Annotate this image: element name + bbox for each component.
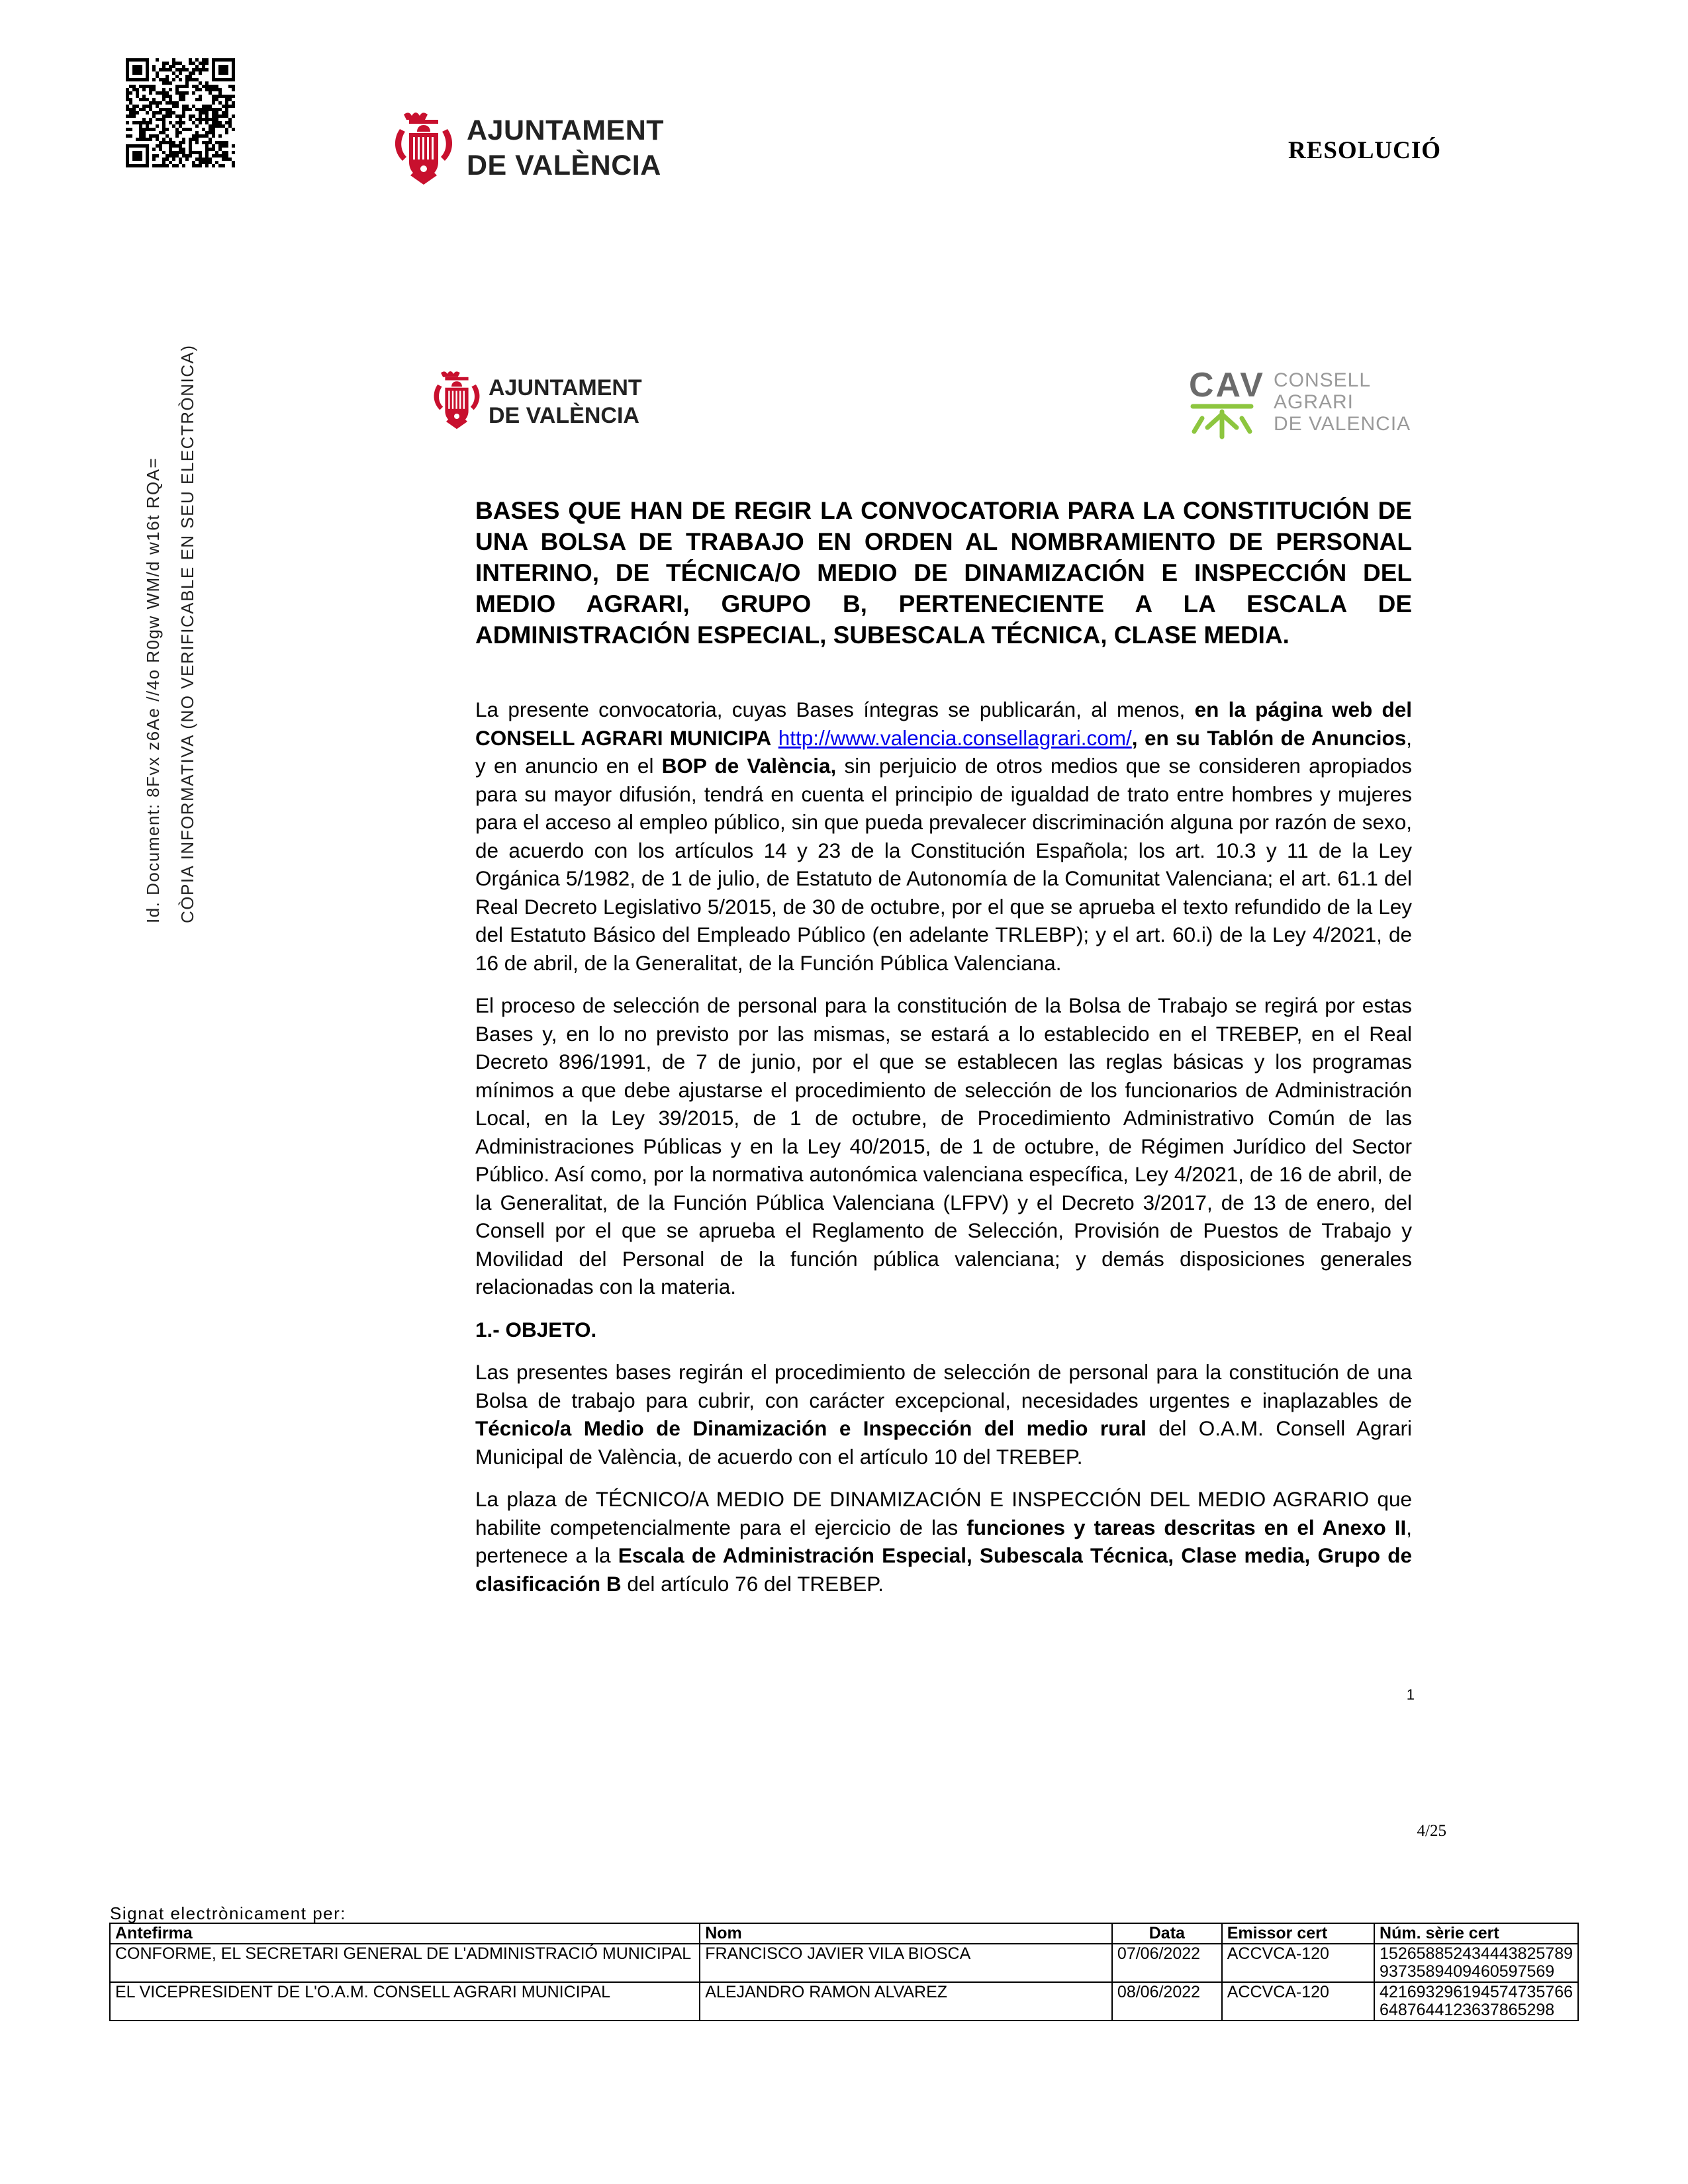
header-serie: Núm. sèrie cert (1374, 1923, 1578, 1944)
table-row (110, 1944, 1578, 1982)
cell-data: 08/06/2022 (1112, 1982, 1222, 2021)
consell-agrari-link[interactable]: http://www.valencia.consellagrari.com/ (778, 725, 1132, 750)
header-antefirma: Antefirma (110, 1923, 700, 1944)
table-row (110, 1982, 1578, 2021)
cell-serie: 421693296194574735766 6487644123637865298 (1374, 1982, 1578, 2021)
header-emissor: Emissor cert (1222, 1923, 1374, 1944)
cav-sprout-icon (1189, 401, 1255, 441)
document-type: RESOLUCIÓ (1288, 137, 1441, 164)
valencia-coat-of-arms-icon (391, 109, 457, 189)
ajuntament-logo-header (391, 109, 669, 189)
document-body (475, 495, 1412, 1612)
paragraph-plaza: La plaza de TÉCNICO/A MEDIO DE DINAMIZACIÓN E INSPECCIÓN DEL MEDIO AGRARIO que habilite competencialmente para el ejercicio de las funciones y tareas descritas en el Anexo II, pertenece a la Escala de Administración Especial, Subescala Técnica, Clase media, Grupo de clasificación B del artículo 76 del TREBEP. (475, 1487, 1412, 1596)
cav-logo (1189, 368, 1414, 441)
logo-text-line1: AJUNTAMENT (467, 114, 665, 146)
valencia-coat-of-arms-icon (430, 367, 483, 433)
signatures-table (109, 1923, 1579, 2021)
logo-text-line2: DE VALÈNCIA (467, 150, 661, 181)
paragraph-legal-framework: El proceso de selección de personal para la constitución de la Bolsa de Trabajo se regirá por estas Bases y, en lo no previsto por las mismas, se estará a lo establecido en el TREBEP, en el Real Decreto 896/1991, de 7 de junio, por el que se establecen las reglas básicas y los programas mínimos a que debe ajustarse el procedimiento de selección de los funcionarios de Administración Local, en la Ley 39/2015, de 1 de octubre, de Procedimiento Administrativo Común de las Administraciones Públicas y en la Ley 40/2015, de 1 de octubre, de Régimen Jurídico del Sector Público. Así como, por la normativa autonómica valenciana específica, Ley 4/2021, de 16 de abril, de la Generalitat, de la Función Pública Valenciana (LFPV) y el Decreto 3/2017, de 13 de enero, del Consell por el que se aprueba el Reglamento de Selección, Provisión de Puestos de Trabajo y Movilidad del Personal de la función pública valenciana; y demás disposiciones generales relacionadas con la materia. (475, 993, 1412, 1298)
ajuntament-logo (430, 367, 675, 433)
logo-text-line1: AJUNTAMENT (489, 375, 642, 400)
signed-label: Signat electrònicament per: (110, 1903, 347, 1923)
cav-name-line2: AGRARI (1274, 391, 1354, 413)
header-nom: Nom (700, 1923, 1112, 1944)
cell-emissor: ACCVCA-120 (1222, 1982, 1374, 2021)
paragraph-objeto: Las presentes bases regirán el procedimiento de selección de personal para la constitución de una Bolsa de trabajo para cubrir, con carácter excepcional, necesidades urgentes e inaplazables de Técnico/a Medio de Dinamización e Inspección del medio rural del O.A.M. Consell Agrari Municipal de València, de acuerdo con el artículo 10 del TREBEP. (475, 1360, 1413, 1469)
paragraph-publication: La presente convocatoria, cuyas Bases íntegras se publicarán, al menos, en la página web del CONSELL AGRARI MUNICIPA http://www.valencia.consellagrari.com/, en su Tablón de Anuncios, y en anuncio en el BOP de València, sin perjuicio de otros medios que se consideren apropiados para su mayor difusión, tendrá en cuenta el principio de igualdad de trato entre hombres y mujeres para el acceso al empleo público, sin que pueda prevalecer discriminación alguna por razón de sexo, de acuerdo con los artículos 14 y 23 de la Constitución Española; los art. 10.3 y 11 de la Ley Orgánica 5/1982, de 1 de julio, de Estatuto de Autonomía de la Comunitat Valenciana; el art. 61.1 del Real Decreto Legislativo 5/2015, de 30 de octubre, por el que se aprueba el texto refundido de la Ley del Estatuto Básico del Empleado Público (en adelante TRLEBP); y el art. 60.i) de la Ley 4/2021, de 16 de abril, de la Generalitat, de la Función Pública Valenciana. (475, 698, 1412, 975)
logo-text-line2: DE VALÈNCIA (489, 403, 639, 428)
copy-notice-stamp: CÒPIA INFORMATIVA (NO VERIFICABLE EN SEU ELECTRÒNICA) (177, 344, 197, 923)
cell-antefirma: CONFORME, EL SECRETARI GENERAL DE L'ADMINISTRACIÓ MUNICIPAL (110, 1944, 700, 1982)
cav-name-line1: CONSELL (1274, 369, 1372, 391)
cell-antefirma: EL VICEPRESIDENT DE L'O.A.M. CONSELL AGRARI MUNICIPAL (110, 1982, 700, 2021)
cell-serie: 152658852434443825789 9373589409460597569 (1374, 1944, 1578, 1982)
qr-code (126, 58, 235, 167)
cell-nom: ALEJANDRO RAMON ALVAREZ (700, 1982, 1112, 2021)
page-total: 4/25 (1417, 1822, 1446, 1840)
header-data: Data (1112, 1923, 1222, 1944)
table-header-row (110, 1923, 1578, 1944)
cell-nom: FRANCISCO JAVIER VILA BIOSCA (700, 1944, 1112, 1982)
cav-abbreviation: CAV (1189, 366, 1265, 404)
document-id-stamp: Id. Document: 8Fvx z6Ae //4o R0gw WM/d w16t RQA= (143, 457, 163, 923)
cell-emissor: ACCVCA-120 (1222, 1944, 1374, 1982)
page-number: 1 (1406, 1686, 1415, 1703)
cell-data: 07/06/2022 (1112, 1944, 1222, 1982)
document-title: BASES QUE HAN DE REGIR LA CONVOCATORIA PARA LA CONSTITUCIÓN DE UNA BOLSA DE TRABAJO EN ORDEN AL NOMBRAMIENTO DE PERSONAL INTERINO, DE TÉCNICA/O MEDIO DE DINAMIZACIÓN E INSPECCIÓN DEL MEDIO AGRARI, GRUPO B, PERTENECIENTE A LA ESCALA DE ADMINISTRACIÓN ESPECIAL, SUBESCALA TÉCNICA, CLASE MEDIA. (475, 497, 1412, 649)
cav-name-line3: DE VALENCIA (1274, 413, 1411, 435)
section-heading-objeto: 1.- OBJETO. (475, 1317, 597, 1342)
